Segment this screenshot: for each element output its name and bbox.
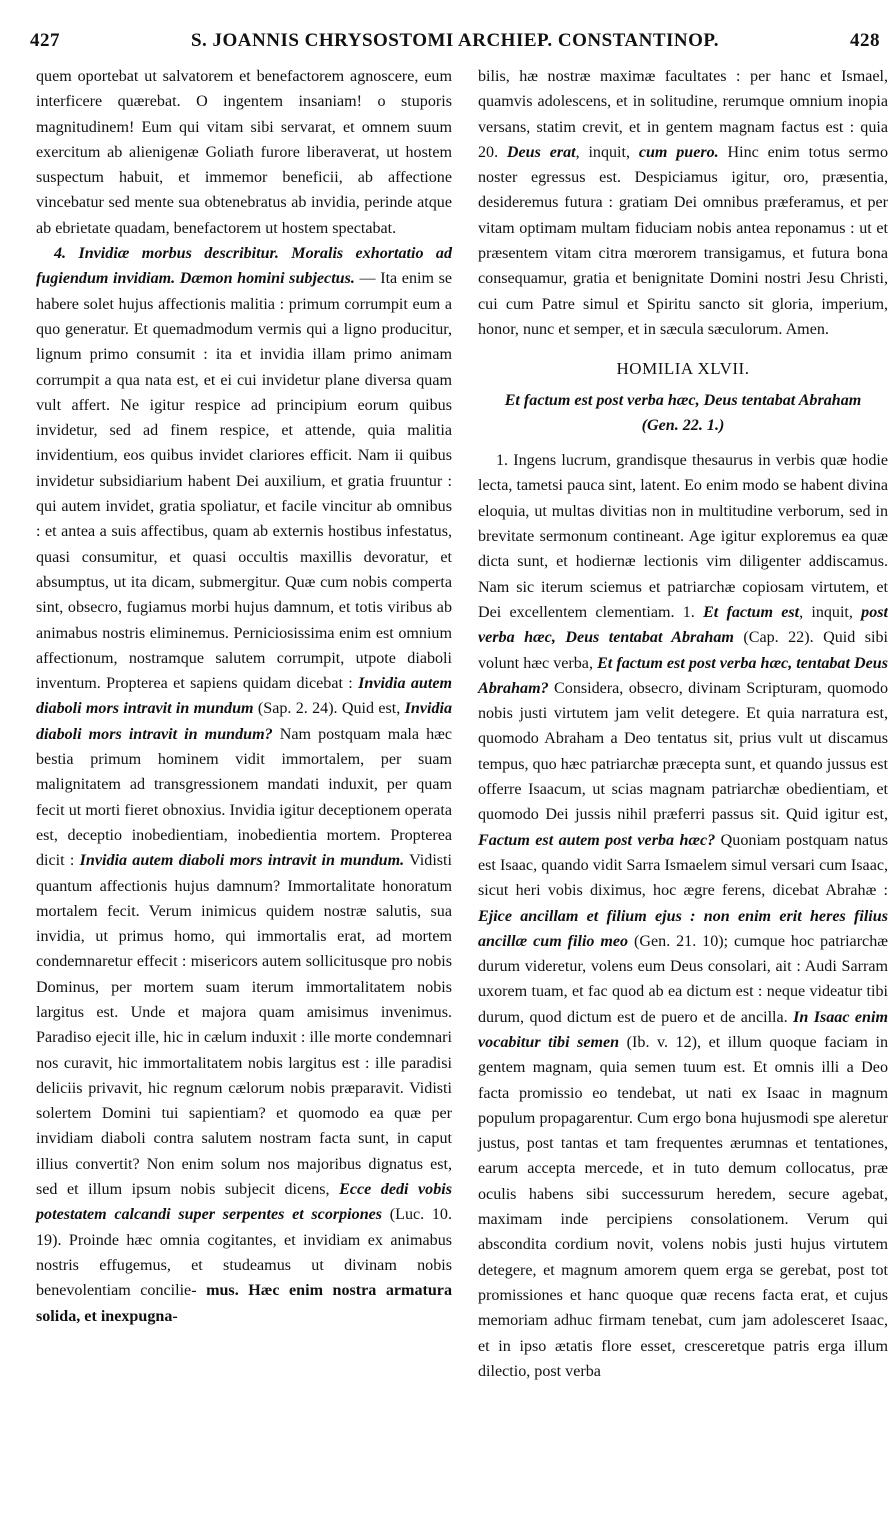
- homily-subtitle-text: Et factum est post verba hæc, Deus tentabat Abraham: [504, 391, 862, 409]
- quotation: Et factum est: [703, 603, 800, 621]
- quotation: Ejice ancillam et filium ejus : non enim erit heres filius ancillæ cum filio meo: [478, 907, 888, 950]
- homily-title: HOMILIA XLVII.: [616, 359, 750, 379]
- text-run: Quoniam postquam natus est Isaac, quando vidit Sarra Ismaelem simul versari cum Isaac, sicut heri vobis diximus, hoc ægre ferens, dicebat Abrahæ :: [478, 831, 888, 900]
- paragraph: quem oportebat ut salvatorem et benefactorem agnoscere, eum interficere quærebat. O ingentem insaniam! o stuporis magnitudinem! Eum qui vitam sibi servarat, et omnem suum exercitum ab alienigenæ Goliath furore liberaverat, ut hostem suspectum habuit, et immemor beneficii, ab affectione vincebatur sed mente sua obtenebratus ab invidia, perinde atque ab ebrietate quadam, benefactorem ut hostem spectabat.: [36, 68, 452, 237]
- quotation: Invidia autem diaboli mors intravit in mundum: [36, 675, 452, 718]
- reference: (Cap. 22).: [733, 629, 824, 647]
- homily-reference: (Gen. 22. 1.): [641, 416, 725, 434]
- reference: (Luc. 10. 19).: [36, 1206, 452, 1249]
- text-run: Quid sibi volunt hæc verba,: [478, 629, 888, 672]
- paragraph: [478, 64, 888, 342]
- text-run: Vidisti quantum affectionis hujus damnum? Immortalitate honoratum mortalem fecit. Verum inimicus quidem nostræ salutis, sua invidia, ut primus homo, qui immortalis erat, ad mortem condemnaretur effecit : misericors autem sollicitusque pro nobis Dominus, per mortem suam iterum immortalitatem nobis largitus est. Unde et majora quam amisimus invenimus. Paradiso ejecit ille, hic in cælum induxit : ille morte condemnari nos curavit, hic immortalitatem nobis largitus est : ille paradisi deliciis privavit, hic regnum cælorum nobis præparavit. Vidisti solertem Domini tui sapientiam? et quomodo ea quæ per invidiam diaboli contra salutem nostram facta sunt, in caput illius convertit? Non enim solum nos majoribus dignatus est, sed et illum ipsum nobis subjecit dicens,: [36, 852, 452, 1199]
- text-run: Proinde hæc omnia cogitantes, et invidiam ex animabus nostris effugemus, et studeamus ut divinam nobis benevolentiam concilie-: [36, 1231, 453, 1300]
- homily-subtitle: [478, 388, 888, 439]
- quotation: In Isaac enim vocabitur tibi semen: [478, 1008, 888, 1051]
- quotation: Deus erat: [506, 143, 576, 161]
- quotation: Invidia diaboli mors intravit in mundum?: [36, 700, 453, 743]
- quotation: Et factum est post verba hæc, tentabat Deus Abraham?: [478, 654, 888, 697]
- reference: (Sap. 2. 24).: [253, 700, 342, 718]
- text-run: Considera, obsecro, divinam Scripturam, quomodo nobis justi virtutem jam velit detegere. Et quia narratura est, quomodo Abraham a Deo tentatus sit, prius vult ut discamus tempus, quo hæc patriarchæ præcepta sunt, et quando jussus est offerre Isaacum, ut scias magnam patriarchæ obedientiam, et quomodo Dei jussis nihil præferri passus sit. Quid igitur est,: [478, 679, 888, 824]
- text-run: mus. Hæc enim nostra armatura solida, et inexpugna-: [36, 1282, 452, 1325]
- text-run: cumque hoc patriarchæ durum videretur, volens eum Deus consolari, ait : Audi Sarram uxorem tuam, et fac quod ab ea dictum est : neque videatur tibi durum, quod dictum est de puero et de ancilla.: [478, 932, 888, 1026]
- quotation: post verba hæc, Deus tentabat Abraham: [478, 603, 888, 647]
- text-run: , inquit,: [799, 603, 862, 621]
- homily-paragraph: [478, 448, 888, 1384]
- running-header: [30, 30, 880, 56]
- section-4-paragraph: [36, 241, 452, 1329]
- quotation: Invidia autem diaboli mors intravit in mundum.: [79, 852, 405, 870]
- reference: (Gen. 21. 10);: [628, 932, 735, 950]
- text-run: , inquit,: [575, 143, 639, 161]
- quotation: cum puero.: [638, 143, 719, 161]
- left-page-number: 427: [30, 30, 60, 51]
- quotation: Ecce dedi vobis potestatem calcandi super serpentes et scorpiones: [36, 1181, 452, 1224]
- right-column: [478, 64, 888, 1384]
- text-run: 1. Ingens lucrum, grandisque thesaurus in verbis quæ hodie lecta, tametsi pauca sint, latent. Eo enim modo se habent divina eloquia, ut multas divitias non in multitudine verborum, sed in brevitate sermonum contineant. Age igitur exploremus ea quæ dicta sunt, et hodiernæ lectionis vim diligenter addiscamus. Nam sic iterum sciemus et patriarchæ copiosam virtutem, et Dei excellentem clementiam. 1.: [478, 452, 888, 621]
- text-run: — Ita enim se habere solet hujus affectionis malitia : primum corrumpit eum a quo generatur. Et quemadmodum vermis qui a ligno producitur, lignum primo consumit : ita et invidia illam primo animam corrumpit a qua nata est, et ei cui invidetur plane diversa quam vult affert. Ne igitur respice ad principium eorum quibus invidetur, sed ad finem respice, et attende, quia malitia invidentium, eos quibus invidet clariores efficit. Nam ii quibus invidetur subsidiarium habent Dei auxilium, et gratia fruuntur : qui autem invidet, gratia spoliatur, et facile vincitur ab omnibus : et antea a suis affectibus, quam ab externis hostibus infestatus, quasi consumitur, et quasi occultis maxillis devoratur, et absumptus, ut ita dicam, submergitur. Quæ cum nobis comperta sint, obsecro, fugiamus morbi hujus damnum, et totis viribus ab animabus nostris eliminemus. Perniciosissima enim est omnium affectionum, nostramque salutem corrumpit, utpote diaboli inventum. Propterea et sapiens quidam dicebat :: [36, 270, 453, 693]
- reference: (Ib. v. 12),: [619, 1033, 709, 1051]
- text-run: Quid est,: [341, 700, 405, 718]
- text-run: Nam postquam mala hæc bestia primum hominem vidit immortalem, per suam malignitatem ad transgressionem mandati induxit, per quam fecit ut morti fieret obnoxius. Invidia igitur deceptionem operata est, deceptio inobedientiam, inobedientia mortem. Propterea dicit :: [36, 725, 452, 870]
- quotation: Factum est autem post verba hæc?: [478, 831, 716, 849]
- right-page-number: 428: [850, 30, 880, 51]
- text-run: bilis, hæ nostræ maximæ facultates : per hanc et Ismael, quamvis adolescens, et in solitudine, rerumque omnium inopia versans, statim crevit, et in gentem magnam factus est : quia 20.: [478, 68, 888, 161]
- section-heading: 4. Invidiæ morbus describitur. Moralis exhortatio ad fugiendum invidiam. Dæmon homini subjectus.: [36, 245, 452, 288]
- running-title: S. JOANNIS CHRYSOSTOMI ARCHIEP. CONSTANTINOP.: [190, 30, 720, 51]
- left-column: [36, 64, 452, 1329]
- text-run: et illum quoque faciam in gentem magnam, quia semen tuum est. Et omnis illi a Deo facta promissio eo tendebat, ut nati ex Isaac in magnum populum propagarentur. Cum ergo bona hujusmodi spe aleretur justus, post tantas et tam frequentes ærumnas et tentationes, earum accepta mercede, et in tuto demum collocatus, præ oculis habens sibi successurum heredem, secure agebat, maximam inde percipiens consolationem. Verum qui abscondita cordium novit, volens nobis justi hujus virtutem detegere, et magnum amorem quem erga se gerebat, post tot promissiones et hanc quoque quæ recens facta erat, et cujus memoriam adhuc firmam tenebat, cum jam adolesceret Isaac, et in ipso ætatis flore esset, cresceretque patris erga illum dilectio, post verba: [478, 1033, 888, 1380]
- text-run: Hinc enim totus sermo noster egressus est. Despiciamus igitur, oro, præsentia, desideremus futura : gratiam Dei omnibus præferamus, et per vitam optimam multam fiduciam nobis antea reponamus : ut et præsentem vitam citra mœrorem transigamus, et futura bona consequamur, gratia et benignitate Domini nostri Jesu Christi, cui cum Patre simul et Spiritu sancto sit gloria, imperium, honor, nunc et semper, et in sæcula sæculorum. Amen.: [478, 143, 888, 338]
